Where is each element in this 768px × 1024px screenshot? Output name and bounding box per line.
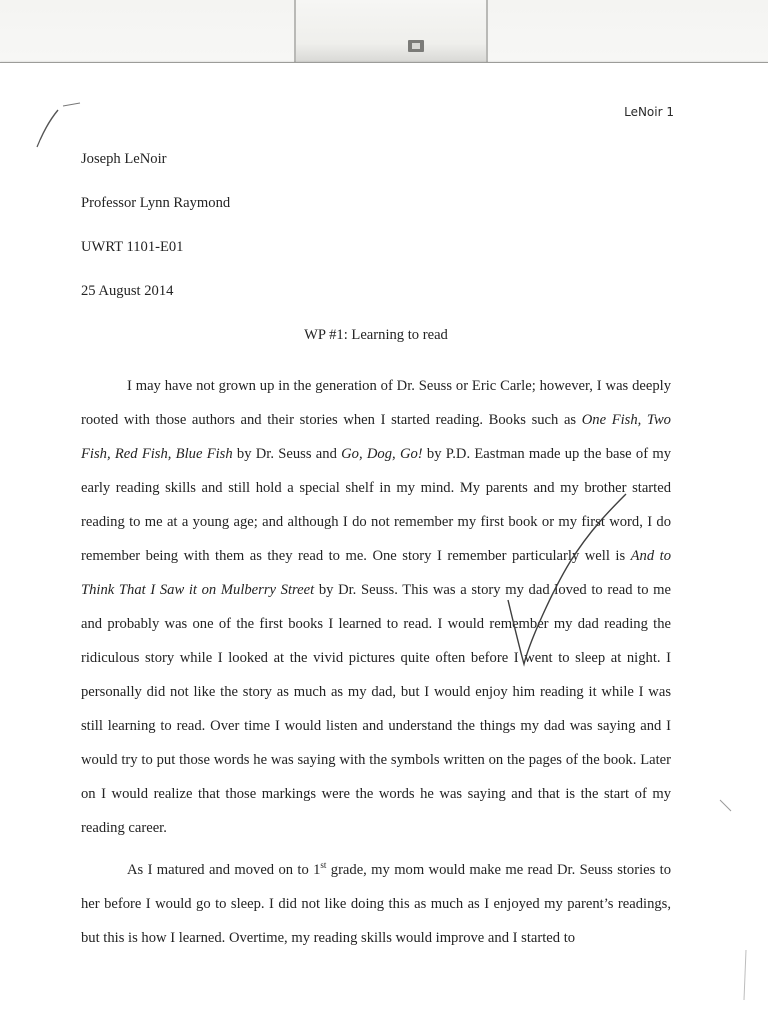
instructor-name: Professor Lynn Raymond [81, 195, 231, 211]
paper-clip-tab [294, 0, 488, 62]
body-paragraph [81, 369, 671, 845]
author-name: Joseph LeNoir [81, 151, 167, 167]
essay-page [0, 62, 768, 1024]
page-header-label: LeNoir 1 [624, 105, 674, 119]
paragraph-list [81, 369, 671, 955]
essay-date: 25 August 2014 [81, 283, 174, 299]
body-paragraph [81, 853, 671, 955]
clip-mark [408, 40, 424, 52]
book-title: And to Think That I Saw it on Mulberry Street [81, 548, 671, 598]
book-title: One Fish, Two Fish, Red Fish, Blue Fish [81, 412, 671, 462]
paragraph-text: As I matured and moved on to 1 [127, 862, 321, 878]
paragraph-text: by P.D. Eastman made up the base of my early reading skills and still hold a special shelf in my mind. My parents and my brother started reading to me at a young age; and although I do not remember my first book or my first word, I do remember being with them as they read to me. One story I remember particularly well is [81, 446, 671, 564]
essay-body [81, 149, 671, 963]
paragraph-text: I may have not grown up in the generation of Dr. Seuss or Eric Carle; however, I was deeply rooted with those authors and their stories when I started reading. Books such as [81, 378, 671, 428]
essay-title: WP #1: Learning to read [304, 327, 448, 343]
ordinal-suffix: st [320, 860, 327, 870]
paragraph-text: by Dr. Seuss. This was a story my dad loved to read to me and probably was one of the first books I learned to read. I would remember my dad reading the ridiculous story while I looked at the vivid pictures quite often before I went to sleep at night. I personally did not like the story as much as my dad, but I would enjoy him reading it while I was still learning to read. Over time I would listen and understand the things my dad was saying and I would try to put those words he was saying with the symbols written on the pages of the book. Later on I would realize that those markings were the words he was saying and that is the start of my reading career. [81, 582, 671, 836]
paragraph-text: by Dr. Seuss and [232, 446, 342, 462]
book-title: Go, Dog, Go! [341, 446, 423, 462]
course-code: UWRT 1101-E01 [81, 239, 184, 255]
paragraph-text: grade, my mom would make me read Dr. Seuss stories to her before I would go to sleep. I did not like doing this as much as I enjoyed my parent’s readings, but this is how I learned. Overtime, my reading skills would improve and I started to [81, 862, 671, 946]
